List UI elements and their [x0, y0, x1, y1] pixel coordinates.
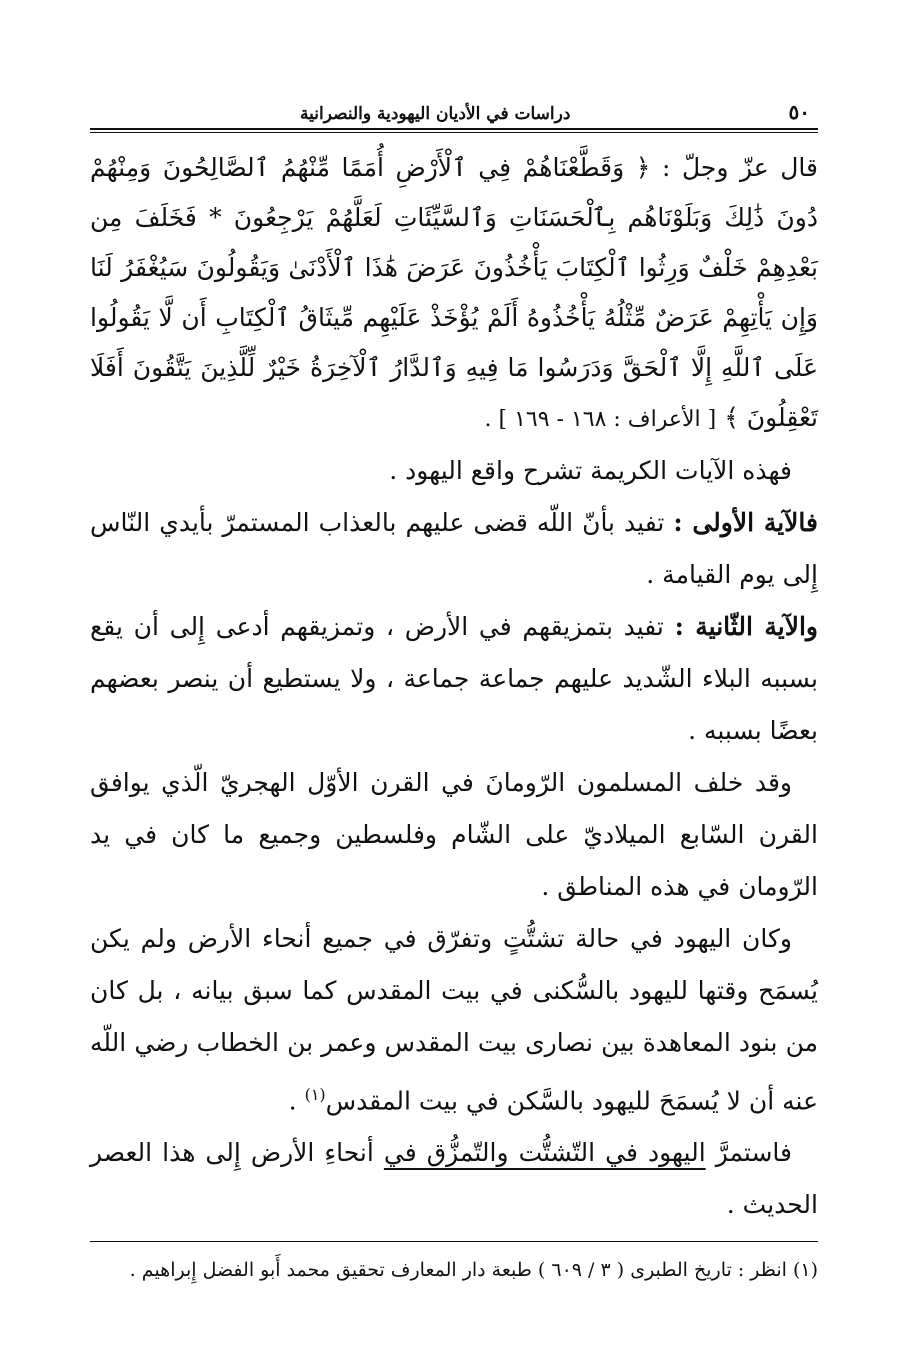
book-page: [90, 96, 818, 1296]
page-body: [90, 143, 818, 1284]
conclusion-start: فاستمرَّ: [715, 1138, 792, 1168]
first-verse-text: تفيد بأنّ اللّه قضى عليهم بالعذاب المستمرّ بأيدي النّاس إِلى يوم القيامة .: [90, 508, 818, 589]
paragraph-dispersion: [90, 913, 818, 1127]
footnote-rule: [90, 1241, 818, 1242]
quran-verse: ﴿ وَقَطَّعْنَاهُمْ فِي ٱلْأَرْضِ أُمَمًا مِّنْهُمُ ٱلصَّالِحُونَ وَمِنْهُمْ دُونَ ذَٰلِكَ وَبَلَوْنَاهُم بِٱلْحَسَنَاتِ وَٱلسَّيِّئَاتِ لَعَلَّهُمْ يَرْجِعُونَ * فَخَلَفَ مِن بَعْدِهِمْ خَلْفٌ وَرِثُوا ٱلْكِتَابَ يَأْخُذُونَ عَرَضَ هَٰذَا ٱلْأَدْنَىٰ وَيَقُولُونَ سَيُغْفَرُ لَنَا وَإِن يَأْتِهِمْ عَرَضٌ مِّثْلُهُ يَأْخُذُوهُ أَلَمْ يُؤْخَذْ عَلَيْهِم مِّيثَاقُ ٱلْكِتَابِ أَن لَّا يَقُولُوا عَلَى ٱللَّهِ إِلَّا ٱلْحَقَّ وَدَرَسُوا مَا فِيهِ وَٱلدَّارُ ٱلْآخِرَةُ خَيْرٌ لِّلَّذِينَ يَتَّقُونَ أَفَلَا تَعْقِلُونَ ﴾: [90, 153, 818, 432]
footnote: (١) انظر : تاريخ الطبرى ( ٣ / ٦٠٩ ) طبعة دار المعارف تحقيق محمد أَبو الفضل إِبراهيم .: [129, 1259, 818, 1282]
first-verse-label: فالآية الأولى :: [673, 508, 819, 537]
paragraph-summary: فهذه الآيات الكريمة تشرح واقع اليهود .: [389, 456, 792, 485]
page-header: [90, 96, 818, 124]
conclusion-end: أنحاءِ الأرض إِلى هذا العصر الحديث .: [90, 1138, 818, 1220]
paragraph-first-verse: [90, 497, 818, 601]
second-verse-text: تفيد بتمزيقهم في الأرض ، وتمزيقهم أدعى إِلى أن يقع بسببه البلاء الشّديد عليهم جماعة جماعة ، ولا يستطيع أن ينصر بعضهم بعضًا بسببه .: [90, 612, 818, 745]
verse-reference: [ الأعراف : ١٦٨ - ١٦٩ ] .: [484, 407, 717, 432]
verse-paragraph: [90, 143, 818, 445]
dispersion-text: وكان اليهود في حالة تشتُّتٍ وتفرّق في جميع أنحاء الأرض ولم يكن يُسمَح وقتها لليهود بالسُّكنى في بيت المقدس كما سبق بيانه ، بل كان من بنود المعاهدة بين نصارى بيت المقدس وعمر بن الخطاب رضي اللّه عنه أن لا يُسمَحَ لليهود بالسَّكن في بيت المقدس: [90, 924, 818, 1116]
paragraph-second-verse: [90, 601, 818, 757]
paragraph-romans: وقد خلف المسلمون الرّومانَ في القرن الأوّل الهجريّ الّذي يوافق القرن السّابع الميلاديّ على الشّام وفلسطين وجميع ما كان في يد الرّومان في هذه المناطق .: [90, 768, 818, 901]
dispersion-end: .: [288, 1086, 305, 1116]
second-verse-label: والآية الثّانية :: [674, 612, 818, 641]
header-rule: [90, 128, 818, 130]
footnote-marker: (١): [304, 1085, 326, 1104]
page-number: ٥٠: [788, 100, 810, 124]
paragraph-conclusion: [90, 1127, 818, 1231]
running-title: دراسات في الأديان اليهودية والنصرانية: [300, 104, 571, 124]
verse-intro: قال عزّ وجلّ :: [661, 153, 818, 182]
conclusion-underlined: اليهود في التّشتُّت والتّمزُّق في: [383, 1138, 706, 1168]
header-rule-thin: [90, 132, 818, 133]
